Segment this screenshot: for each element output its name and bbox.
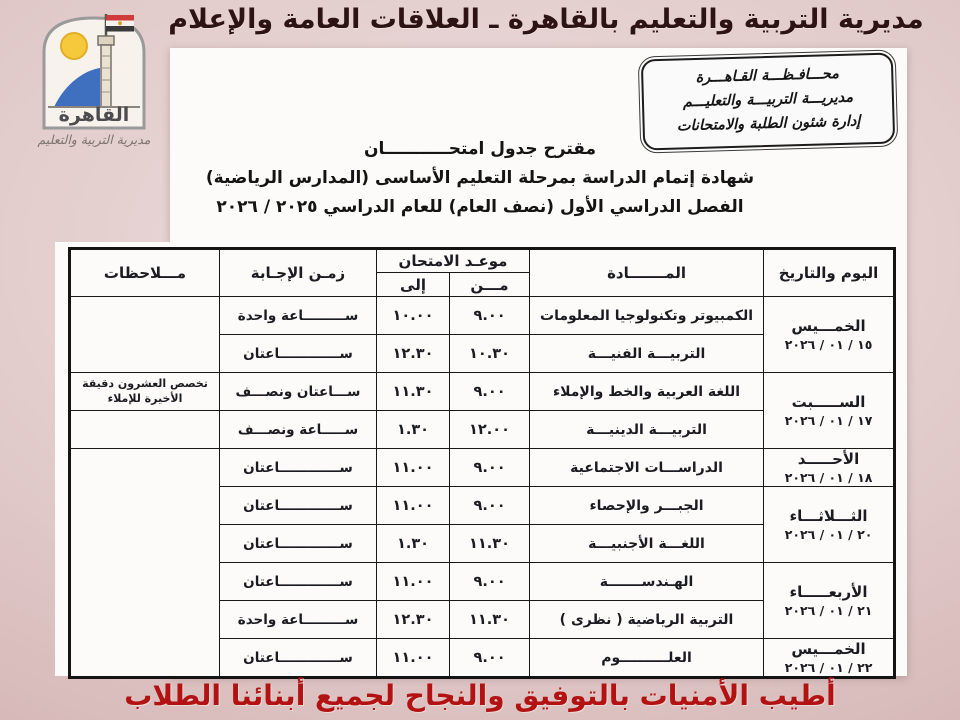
day-cell [764,639,895,678]
duration-cell: ســـــــــاعة واحدة [220,297,377,335]
subject-cell: التربيـــة الدينيـــة [530,411,764,449]
to-cell: ١٢.٣٠ [377,601,450,639]
duration-cell: ســـــــــــــاعتان [220,639,377,678]
to-cell: ١١.٠٠ [377,639,450,678]
day-name: الخمـــيس [791,317,866,335]
egypt-flag-icon [106,15,134,32]
from-cell: ٩.٠٠ [450,297,530,335]
duration-cell: ســـــــــــــاعتان [220,449,377,487]
day-name: الثـــلاثـــاء [789,507,868,525]
duration-cell: ســـــاعة ونصـــف [220,411,377,449]
header-from: مـــن [450,273,530,297]
doc-title-line2: شهادة إتمام الدراسة بمرحلة التعليم الأساسى (المدارس الرياضية) [205,168,755,188]
to-cell: ١١.٠٠ [377,449,450,487]
subject-cell: الجبـــر والإحصاء [530,487,764,525]
document-heading [200,139,760,217]
subject-cell: اللغـــة الأجنبيـــة [530,525,764,563]
to-cell: ١.٣٠ [377,411,450,449]
logo-caption: مديرية التربية والتعليم [37,132,151,147]
subject-cell: الدراســـات الاجتماعية [530,449,764,487]
day-date: ١٨ / ٠١ / ٢٠٢٦ [784,470,873,485]
duration-cell: ســـــــــــــاعتان [220,487,377,525]
table-row [70,373,895,411]
exam-schedule-table [68,247,896,679]
day-cell [764,373,895,449]
to-cell: ١٠.٠٠ [377,297,450,335]
from-cell: ١١.٣٠ [450,601,530,639]
cairo-tower-icon [98,36,114,107]
to-cell: ١١.٣٠ [377,373,450,411]
cairo-directorate-logo [14,6,174,166]
notes-cell: تخصص العشرون دقيقة الأخيرة للإملاء [70,373,220,411]
subject-cell: الهـندســـــــة [530,563,764,601]
to-cell: ١١.٠٠ [377,563,450,601]
subject-cell: الكمبيوتر وتكنولوجيا المعلومات [530,297,764,335]
footer-message: أطيب الأمنيات بالتوفيق والنجاح لجميع أبنائنا الطلاب [124,679,836,712]
header-duration: زمـن الإجـابة [220,249,377,297]
table-row [70,297,895,335]
duration-cell: ســـــــــــــاعتان [220,335,377,373]
from-cell: ٩.٠٠ [450,373,530,411]
from-cell: ٩.٠٠ [450,639,530,678]
day-cell [764,563,895,639]
notes-cell [70,449,220,678]
day-name: الأربعـــــاء [789,583,868,601]
from-cell: ١٢.٠٠ [450,411,530,449]
doc-title-line1: مقترح جدول امتحـــــــــــان [363,139,597,159]
day-date: ١٥ / ٠١ / ٢٠٢٦ [784,337,873,352]
doc-title-line3: الفصل الدراسي الأول (نصف العام) للعام الدراسي ٢٠٢٥ / ٢٠٢٦ [216,197,744,217]
day-cell [764,449,895,487]
to-cell: ١٢.٣٠ [377,335,450,373]
subject-cell: اللغة العربية والخط والإملاء [530,373,764,411]
header-to: إلى [377,273,450,297]
subject-cell: العلــــــــــوم [530,639,764,678]
stamp-line-governorate: محـــافـظـــة القـاهـــرة [695,66,840,87]
day-date: ٢٢ / ٠١ / ٢٠٢٦ [784,660,873,675]
duration-cell: ســـــــــــــاعتان [220,563,377,601]
duration-cell: ســـــــــــــاعتان [220,525,377,563]
day-date: ٢١ / ٠١ / ٢٠٢٦ [784,603,873,618]
from-cell: ٩.٠٠ [450,487,530,525]
official-stamp-box [641,52,895,150]
stamp-line-administration: إدارة شئون الطلبة والامتحانات [676,113,861,135]
duration-cell: ســـاعتان ونصـــف [220,373,377,411]
day-cell [764,297,895,373]
stamp-line-directorate: مديريـــة التربيـــة والتعليـــم [682,89,854,111]
from-cell: ٩.٠٠ [450,563,530,601]
day-name: الخمـــيس [791,640,866,658]
page-title: مديرية التربية والتعليم بالقاهرة ـ العلاقات العامة والإعلام [168,4,924,35]
from-cell: ٩.٠٠ [450,449,530,487]
header-day-date: اليوم والتاريخ [764,249,895,297]
day-date: ١٧ / ٠١ / ٢٠٢٦ [784,413,873,428]
sun-icon [61,33,87,59]
from-cell: ١١.٣٠ [450,525,530,563]
day-name: الســـــبت [791,393,866,411]
logo-cairo-text: القاهرة [58,104,130,126]
header-subject: المـــــــادة [530,249,764,297]
duration-cell: ســـــــــاعة واحدة [220,601,377,639]
day-name: الأحـــــد [797,450,860,468]
to-cell: ١١.٠٠ [377,487,450,525]
notes-cell [70,411,220,449]
subject-cell: التربية الرياضية ( نظرى ) [530,601,764,639]
table-row [70,449,895,487]
from-cell: ١٠.٣٠ [450,335,530,373]
day-cell [764,487,895,563]
day-date: ٢٠ / ٠١ / ٢٠٢٦ [784,527,873,542]
notes-cell [70,297,220,373]
header-exam-time: موعـد الامتحان [377,249,530,273]
to-cell: ١.٣٠ [377,525,450,563]
header-notes: مـــلاحظات [70,249,220,297]
subject-cell: التربيـــة الفنيـــة [530,335,764,373]
